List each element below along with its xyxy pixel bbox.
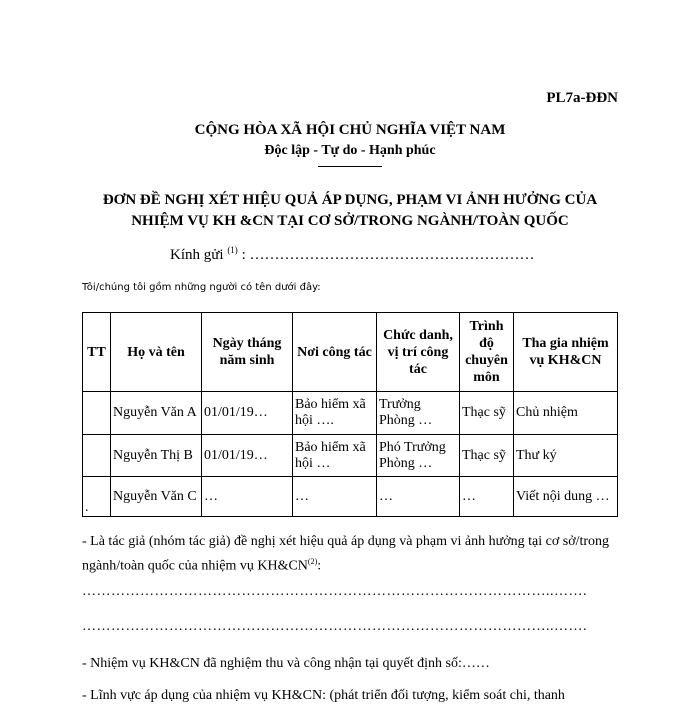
table-row	[83, 392, 618, 435]
cell-tt	[83, 392, 111, 435]
header-dob: Ngày tháng năm sinh	[202, 313, 293, 392]
document-title	[0, 190, 700, 232]
table-row	[83, 477, 618, 517]
cell-degree: …	[460, 477, 514, 517]
cell-tt	[83, 435, 111, 477]
header-workplace: Nơi công tác	[293, 313, 377, 392]
cell-dob: 01/01/19…	[202, 392, 293, 435]
authorship-paragraph	[82, 532, 622, 577]
intro-text: Tôi/chúng tôi gồm những người có tên dưới đây:	[82, 282, 321, 293]
acceptance-paragraph: - Nhiệm vụ KH&CN đã nghiệm thu và công nhận tại quyết định số:……	[82, 656, 490, 671]
cell-position: Trưởng Phòng …	[377, 392, 460, 435]
cell-degree: Thạc sỹ	[460, 392, 514, 435]
cell-dob: …	[202, 477, 293, 517]
header-name: Họ và tên	[111, 313, 202, 392]
motto-underline	[318, 166, 382, 167]
cell-tt: .	[83, 477, 111, 517]
salutation	[170, 245, 534, 264]
cell-workplace: Bảo hiểm xã hội ….	[293, 392, 377, 435]
application-field-paragraph: - Lĩnh vực áp dụng của nhiệm vụ KH&CN: (phát triển đối tượng, kiểm soát chi, thanh	[82, 688, 565, 703]
cell-role: Viết nội dung …	[514, 477, 618, 517]
form-code: PL7a-ĐĐN	[546, 90, 618, 106]
authorship-footnote: (2)	[307, 557, 318, 566]
cell-role: Chủ nhiệm	[514, 392, 618, 435]
header-role: Tha gia nhiệm vụ KH&CN	[514, 313, 618, 392]
cell-position: …	[377, 477, 460, 517]
document-title-line-1: ĐƠN ĐỀ NGHỊ XÉT HIỆU QUẢ ÁP DỤNG, PHẠM VI ẢNH HƯỞNG CỦA	[102, 192, 598, 208]
header-position: Chức danh, vị trí công tác	[377, 313, 460, 392]
cell-name: Nguyễn Thị B	[111, 435, 202, 477]
cell-dob: 01/01/19…	[202, 435, 293, 477]
cell-workplace: …	[293, 477, 377, 517]
table-header-row	[83, 313, 618, 392]
cell-position: Phó Trưởng Phòng …	[377, 435, 460, 477]
salutation-label: Kính gửi	[170, 247, 224, 263]
cell-degree: Thạc sỹ	[460, 435, 514, 477]
national-motto: Độc lập - Tự do - Hạnh phúc	[264, 143, 436, 158]
salutation-footnote: (1)	[227, 245, 238, 255]
header-degree: Trình độ chuyên môn	[460, 313, 514, 392]
dotted-fill-line-2: ……………………………………………………………………………………..…….	[82, 619, 587, 634]
cell-name: Nguyễn Văn A	[111, 392, 202, 435]
document-title-line-2: NHIỆM VỤ KH &CN TẠI CƠ SỞ/TRONG NGÀNH/TOÀN QUỐC	[131, 213, 569, 229]
authorship-colon: :	[317, 558, 322, 574]
members-table	[82, 312, 618, 517]
table-row	[83, 435, 618, 477]
cell-role: Thư ký	[514, 435, 618, 477]
dotted-fill-line-1: ……………………………………………………………………………………..…….	[82, 584, 587, 599]
cell-name: Nguyễn Văn C	[111, 477, 202, 517]
cell-workplace: Bảo hiểm xã hội …	[293, 435, 377, 477]
header-tt: TT	[83, 313, 111, 392]
national-title: CỘNG HÒA XÃ HỘI CHỦ NGHĨA VIỆT NAM	[194, 122, 506, 138]
salutation-blank: : …………………………………………………	[237, 247, 535, 263]
authorship-text: - Là tác giả (nhóm tác giả) đề nghị xét hiệu quả áp dụng và phạm vi ảnh hưởng tại cơ sở/trong ngành/toàn quốc của nhiệm vụ KH&CN	[82, 534, 610, 574]
